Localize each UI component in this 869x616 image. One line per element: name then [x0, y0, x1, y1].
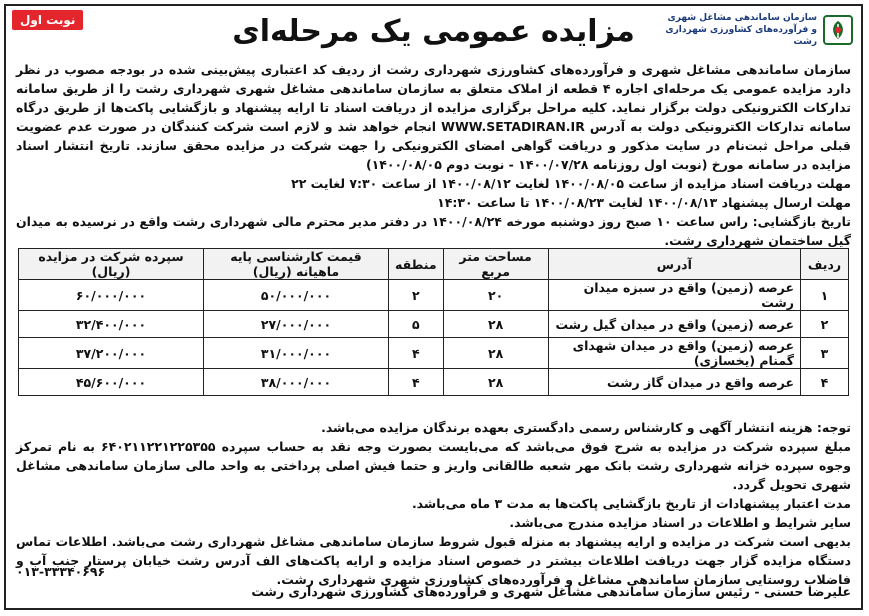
- row-region: ۴: [389, 369, 444, 396]
- header-deposit: سپرده شرکت در مزایده (ریال): [19, 249, 204, 280]
- auction-items-table: [18, 248, 849, 396]
- signatory-name: علیرضا حسنی - رئیس سازمان ساماندهی مشاغل شهری و فرآورده‌های کشاورزی شهرداری رشت: [251, 584, 851, 599]
- row-deposit: ۳۷/۲۰۰/۰۰۰: [19, 338, 204, 369]
- row-area: ۲۸: [443, 311, 548, 338]
- logo-line-1: سازمان ساماندهی مشاغل شهری: [667, 13, 817, 23]
- logo-text: [663, 12, 817, 48]
- row-area: ۲۸: [443, 338, 548, 369]
- edition-badge: نوبت اول: [12, 10, 83, 30]
- row-address: عرصه (زمین) واقع در سبزه میدان رشت: [548, 280, 800, 311]
- table-row: [19, 280, 849, 311]
- row-area: ۲۰: [443, 280, 548, 311]
- header-region: منطقه: [389, 249, 444, 280]
- header-area: مساحت متر مربع: [443, 249, 548, 280]
- row-address: عرصه (زمین) واقع در میدان گیل رشت: [548, 311, 800, 338]
- row-number: ۱: [801, 280, 849, 311]
- proposal-deadline: مهلت ارسال پیشنهاد ۱۴۰۰/۰۸/۱۳ لغایت ۱۴۰۰/۰۸/۲۳ تا ساعت ۱۴:۳۰: [437, 195, 851, 210]
- contact-phone: ۰۱۳-۳۳۳۴۰۶۹۶: [16, 564, 106, 579]
- note-deposit: مبلغ سپرده شرکت در مزایده به شرح فوق می‌باشد که می‌بایست بصورت وجه نقد به حساب سپرده ۶۴۰۲۱۱۲۲۱۲۲۵۳۵۵ به نام تمرکز وجوه سپرده خزانه شهرداری رشت بانک مهر شعبه طالقانی واریز و حتما فیش اصلی پرداختی به واحد مالی سازمان ساماندهی مشاغل شهری تحویل گردد.: [16, 439, 852, 492]
- row-region: ۴: [389, 338, 444, 369]
- table-row: [19, 369, 849, 396]
- row-base-price: ۳۸/۰۰۰/۰۰۰: [204, 369, 389, 396]
- note-contact: بدیهی است شرکت در مزایده و ارایه پیشنهاد به منزله قبول شروط سازمان ساماندهی مشاغل شهرداری رشت می‌باشد. اطلاعات تماس دستگاه مزایده گزار جهت دریافت اطلاعات بیشتر در خصوص اسناد مزایده و ارایه پاکت‌های الف آدرس رشت خیابان پرستار جنب آب و فاضلاب روستایی سازمان ساماندهی مشاغل و فرآورده‌های کشاورزی شهری شهرداری رشت.: [16, 534, 851, 587]
- organization-logo: [663, 12, 853, 48]
- intro-paragraph: سازمان ساماندهی مشاغل شهری و فرآورده‌های کشاورزی شهرداری رشت از ردیف کد اعتباری پیش‌بینی شده در بودجه مصوب در نظر دارد مزایده عمومی یک مرحله‌ای اجاره ۴ قطعه از املاک متعلق به سازمان ساماندهی مشاغل شهری شهرداری رشت را از طریق سامانه تدارکات الکترونیکی دولت برگزار نماید. کلیه مراحل برگزاری مزایده از دریافت اسناد تا ارایه پیشنهاد و بازگشایی پاکت‌ها از طریق درگاه سامانه تدارکات الکترونیکی دولت به آدرس WWW.SETADIRAN.IR انجام خواهد شد و لازم است شرکت کنندگان در صورت عدم عضویت قبلی مراحل ثبت‌نام در سایت مذکور و دریافت گواهی امضای الکترونیکی را جهت شرکت در مزایده محقق سازند. تاریخ انتشار اسناد مزایده در سامانه مورخ (نوبت اول روزنامه ۱۴۰۰/۰۷/۲۸ - نوبت دوم ۱۴۰۰/۰۸/۰۵): [16, 62, 851, 172]
- table-row: [19, 311, 849, 338]
- leaf-emblem-icon: [823, 15, 853, 45]
- row-region: ۲: [389, 280, 444, 311]
- notice-header: [6, 6, 861, 58]
- row-base-price: ۳۱/۰۰۰/۰۰۰: [204, 338, 389, 369]
- row-area: ۲۸: [443, 369, 548, 396]
- row-number: ۲: [801, 311, 849, 338]
- logo-line-2: و فرآورده‌های کشاورزی شهرداری رشت: [665, 25, 817, 47]
- note-cost: توجه: هزینه انتشار آگهی و کارشناس رسمی دادگستری بعهده برندگان مزایده می‌باشد.: [321, 420, 851, 435]
- intro-section: [16, 60, 851, 250]
- row-deposit: ۴۵/۶۰۰/۰۰۰: [19, 369, 204, 396]
- note-other-terms: سایر شرایط و اطلاعات در اسناد مزایده مندرج می‌باشد.: [509, 515, 851, 530]
- header-row-number: ردیف: [801, 249, 849, 280]
- row-base-price: ۵۰/۰۰۰/۰۰۰: [204, 280, 389, 311]
- table-row: [19, 338, 849, 369]
- row-deposit: ۶۰/۰۰۰/۰۰۰: [19, 280, 204, 311]
- notice-page: [4, 4, 863, 610]
- table-header-row: [19, 249, 849, 280]
- row-address: عرصه (زمین) واقع در میدان شهدای گمنام (یخسازی): [548, 338, 800, 369]
- document-deadline: مهلت دریافت اسناد مزایده از ساعت ۱۴۰۰/۰۸/۰۵ لغایت ۱۴۰۰/۰۸/۱۲ از ساعت ۷:۳۰ لغایت ۲۲: [291, 176, 851, 191]
- row-number: ۳: [801, 338, 849, 369]
- header-base-price: قیمت کارشناسی پایه ماهیانه (ریال): [204, 249, 389, 280]
- signature-block: [16, 562, 851, 602]
- header-address: آدرس: [548, 249, 800, 280]
- row-address: عرصه واقع در میدان گاز رشت: [548, 369, 800, 396]
- opening-date: تاریخ بازگشایی: راس ساعت ۱۰ صبح روز دوشنبه مورخه ۱۴۰۰/۰۸/۲۴ در دفتر مدیر محترم مالی شهرداری رشت واقع در نرسیده به میدان گیل ساختمان شهرداری رشت.: [16, 214, 851, 248]
- row-deposit: ۳۲/۴۰۰/۰۰۰: [19, 311, 204, 338]
- note-validity: مدت اعتبار پیشنهادات از تاریخ بازگشایی پاکت‌ها به مدت ۳ ماه می‌باشد.: [411, 496, 851, 511]
- row-region: ۵: [389, 311, 444, 338]
- page-title: مزایده عمومی یک مرحله‌ای: [232, 14, 635, 49]
- row-base-price: ۲۷/۰۰۰/۰۰۰: [204, 311, 389, 338]
- row-number: ۴: [801, 369, 849, 396]
